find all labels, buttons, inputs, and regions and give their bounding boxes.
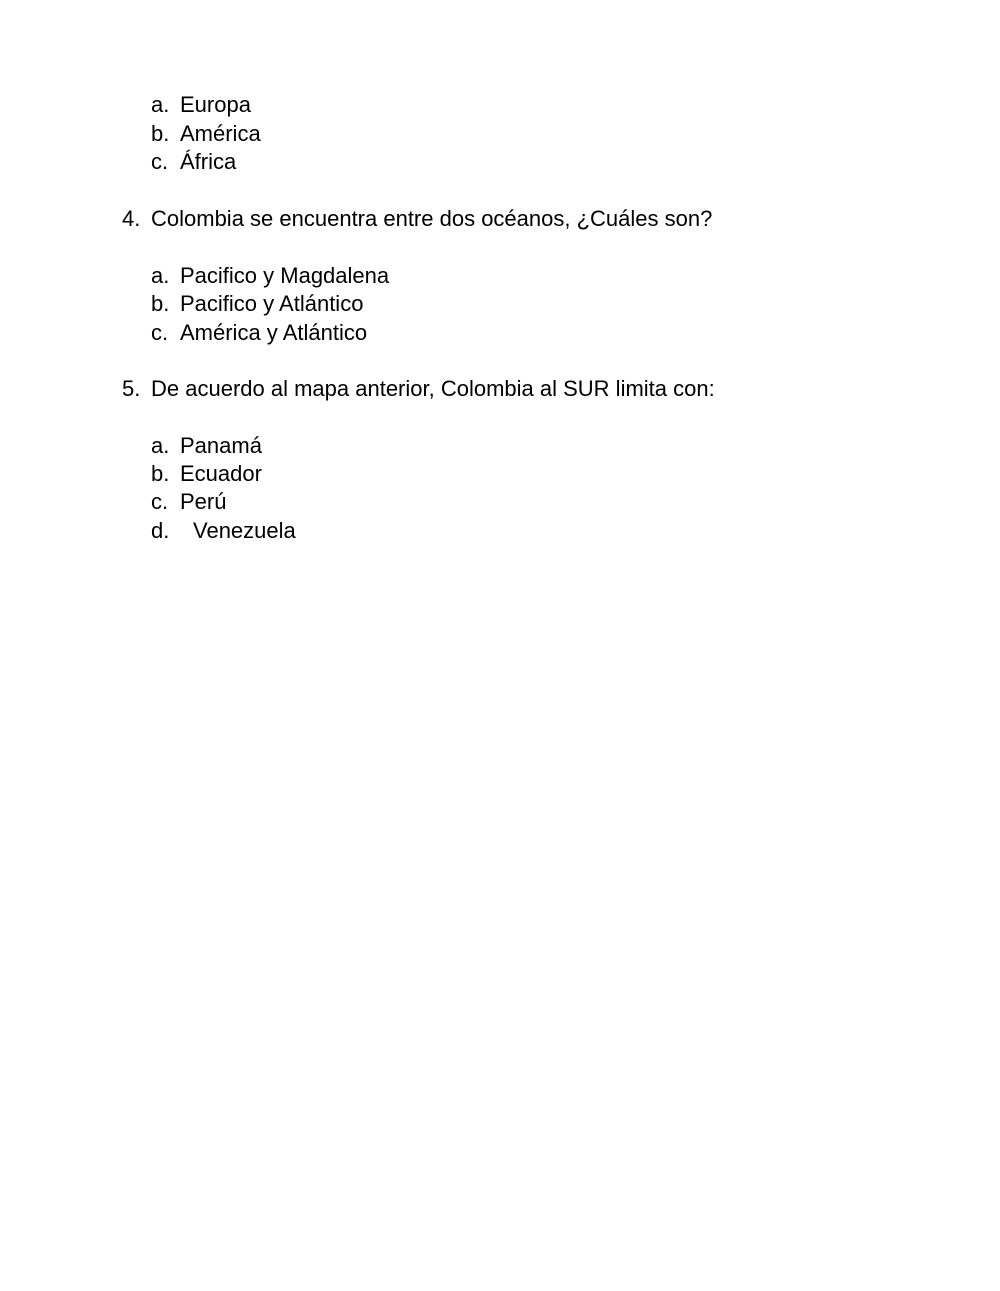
option-letter: b. (151, 461, 170, 486)
option-letter: a. (151, 92, 170, 117)
question-text: Colombia se encuentra entre dos océanos, ¿Cuáles son? (151, 206, 713, 231)
option-letter: b. (151, 121, 170, 146)
option-letter: a. (151, 263, 170, 288)
question-number: 4. (122, 206, 141, 231)
option-text: Panamá (180, 433, 262, 458)
option-letter: d. (151, 518, 170, 543)
question-text: De acuerdo al mapa anterior, Colombia al SUR limita con: (151, 376, 715, 401)
option-letter: c. (151, 149, 169, 174)
question-number: 5. (122, 376, 141, 401)
option-letter: c. (151, 320, 169, 345)
option-text: Pacifico y Atlántico (180, 291, 364, 316)
option-text: Pacifico y Magdalena (180, 263, 390, 288)
option-letter: b. (151, 291, 170, 316)
option-text: Perú (180, 489, 227, 514)
option-text: Europa (180, 92, 251, 117)
option-text: Venezuela (193, 518, 296, 543)
option-text: Ecuador (180, 461, 262, 486)
option-text: América y Atlántico (180, 320, 368, 345)
option-text: África (180, 149, 237, 174)
option-text: América (180, 121, 261, 146)
option-letter: a. (151, 433, 170, 458)
option-letter: c. (151, 489, 169, 514)
